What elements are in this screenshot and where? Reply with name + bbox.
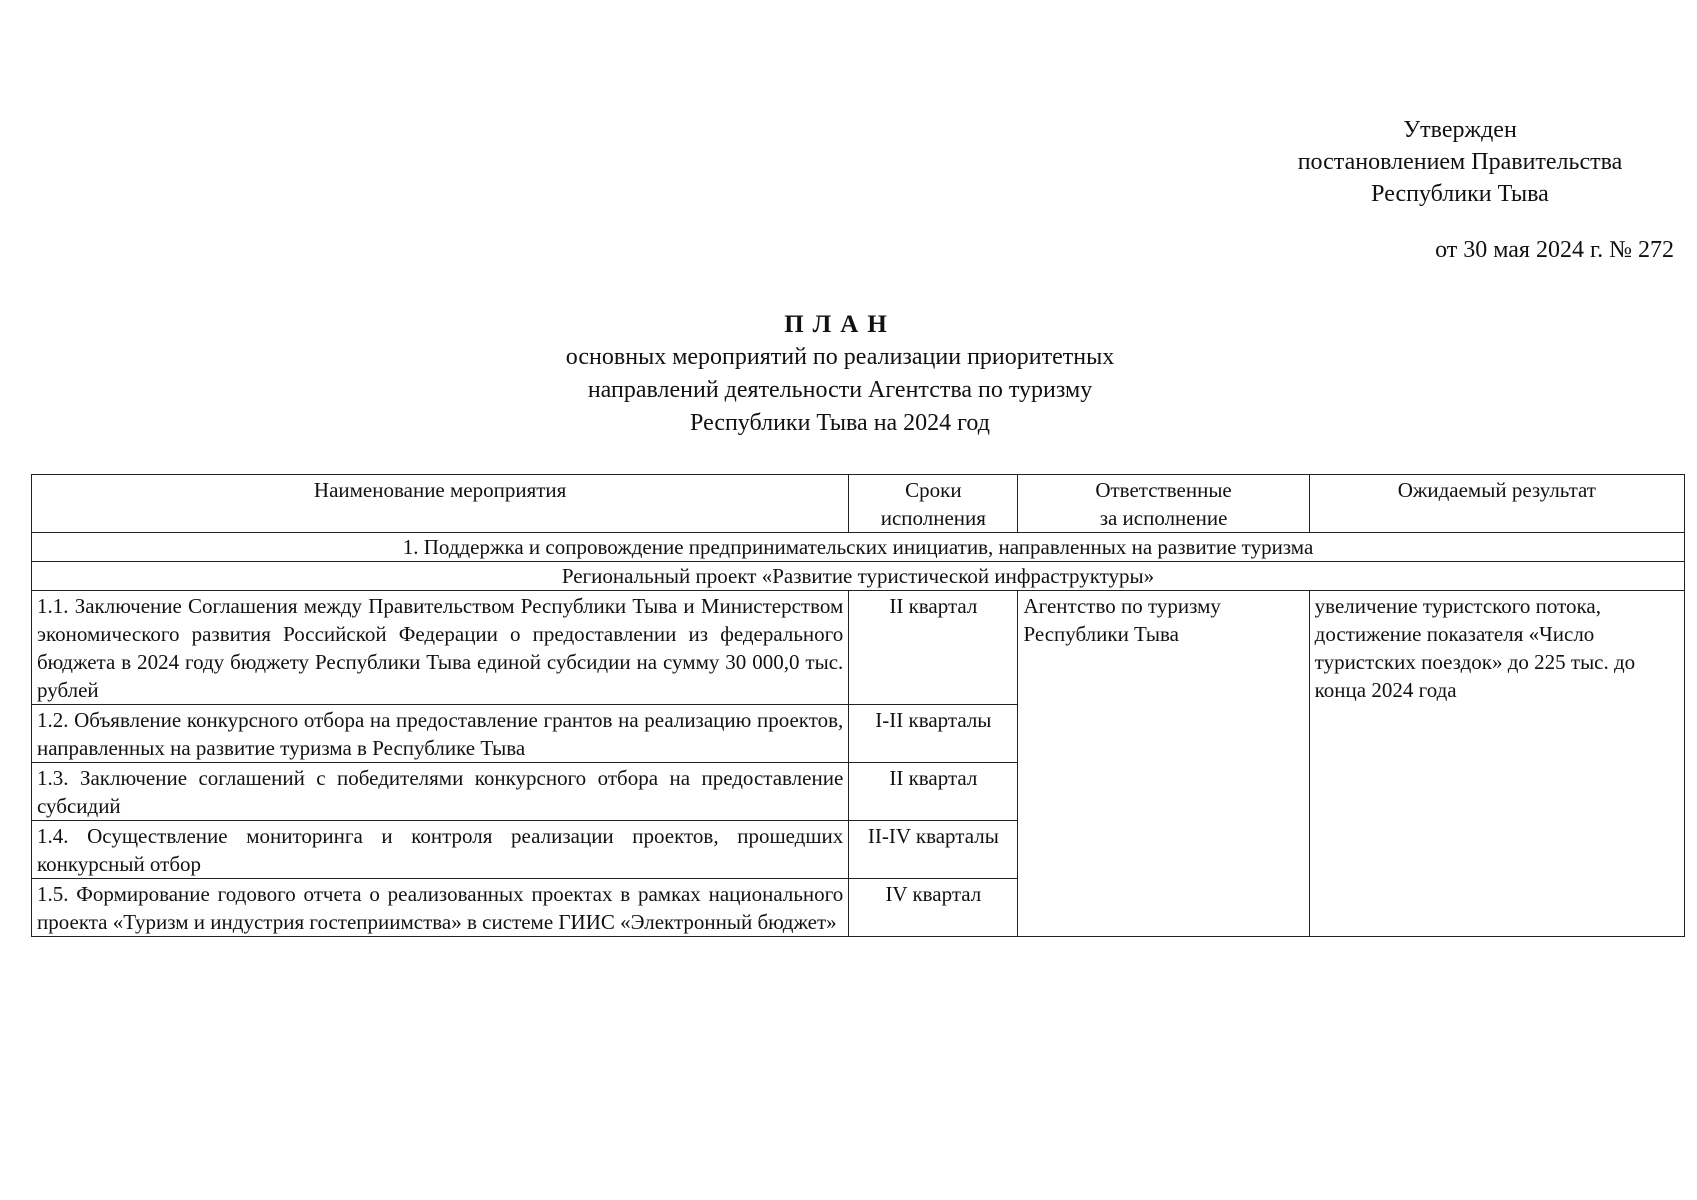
row-3-term: II квартал <box>849 763 1018 821</box>
section-title: 1. Поддержка и сопровождение предпринимательских инициатив, направленных на развитие туризма <box>32 533 1685 562</box>
row-5-term: IV квартал <box>849 879 1018 937</box>
result-cell: увеличение туристского потока, достижение показателя «Число туристских поездок» до 225 тыс. до конца 2024 года <box>1309 591 1684 937</box>
plan-heading: ПЛАН <box>784 311 896 338</box>
approval-line-republic: Республики Тыва <box>1371 181 1549 207</box>
table-row <box>32 591 1685 705</box>
header-resp-line1: Ответственные <box>1095 478 1232 502</box>
section-row <box>32 533 1685 562</box>
project-row <box>32 562 1685 591</box>
table-header-row <box>32 475 1685 533</box>
responsible-cell: Агентство по туризму Республики Тыва <box>1018 591 1309 937</box>
header-result <box>1309 475 1684 533</box>
header-responsible <box>1018 475 1309 533</box>
document-title <box>480 308 1200 440</box>
title-line-2: направлений деятельности Агентства по туризму <box>587 377 1093 403</box>
approval-date: от 30 мая 2024 г. № 272 <box>1435 237 1674 263</box>
header-term <box>849 475 1018 533</box>
row-1-name: 1.1. Заключение Соглашения между Правительством Республики Тыва и Министерством экономического развития Российской Федерации о предоставлении из федерального бюджета в 2024 году бюджету Республики Тыва единой субсидии на сумму 30 000,0 тыс. рублей <box>32 591 849 705</box>
row-4-name: 1.4. Осуществление мониторинга и контроля реализации проектов, прошедших конкурсный отбор <box>32 821 849 879</box>
row-2-term: I-II кварталы <box>849 705 1018 763</box>
title-line-1: основных мероприятий по реализации приоритетных <box>565 344 1115 370</box>
row-4-term: II-IV кварталы <box>849 821 1018 879</box>
header-resp-line2: за исполнение <box>1099 506 1228 530</box>
plan-table <box>31 474 1685 937</box>
header-name <box>32 475 849 533</box>
header-term-line1: Сроки <box>905 478 962 502</box>
approval-line-approved: Утвержден <box>1403 117 1517 143</box>
row-1-term: II квартал <box>849 591 1018 705</box>
header-name-label: Наименование мероприятия <box>313 478 567 502</box>
project-title: Региональный проект «Развитие туристической инфраструктуры» <box>32 562 1685 591</box>
approval-line-decree: постановлением Правительства <box>1297 149 1623 175</box>
row-3-name: 1.3. Заключение соглашений с победителями конкурсного отбора на предоставление субсидий <box>32 763 849 821</box>
row-5-name: 1.5. Формирование годового отчета о реализованных проектах в рамках национального проекта «Туризм и индустрия гостеприимства» в системе ГИИС «Электронный бюджет» <box>32 879 849 937</box>
header-term-line2: исполнения <box>880 506 986 530</box>
row-2-name: 1.2. Объявление конкурсного отбора на предоставление грантов на реализацию проектов, направленных на развитие туризма в Республике Тыва <box>32 705 849 763</box>
title-line-3: Республики Тыва на 2024 год <box>690 410 990 436</box>
header-result-label: Ожидаемый результат <box>1397 478 1596 502</box>
approval-stamp <box>1240 114 1680 210</box>
